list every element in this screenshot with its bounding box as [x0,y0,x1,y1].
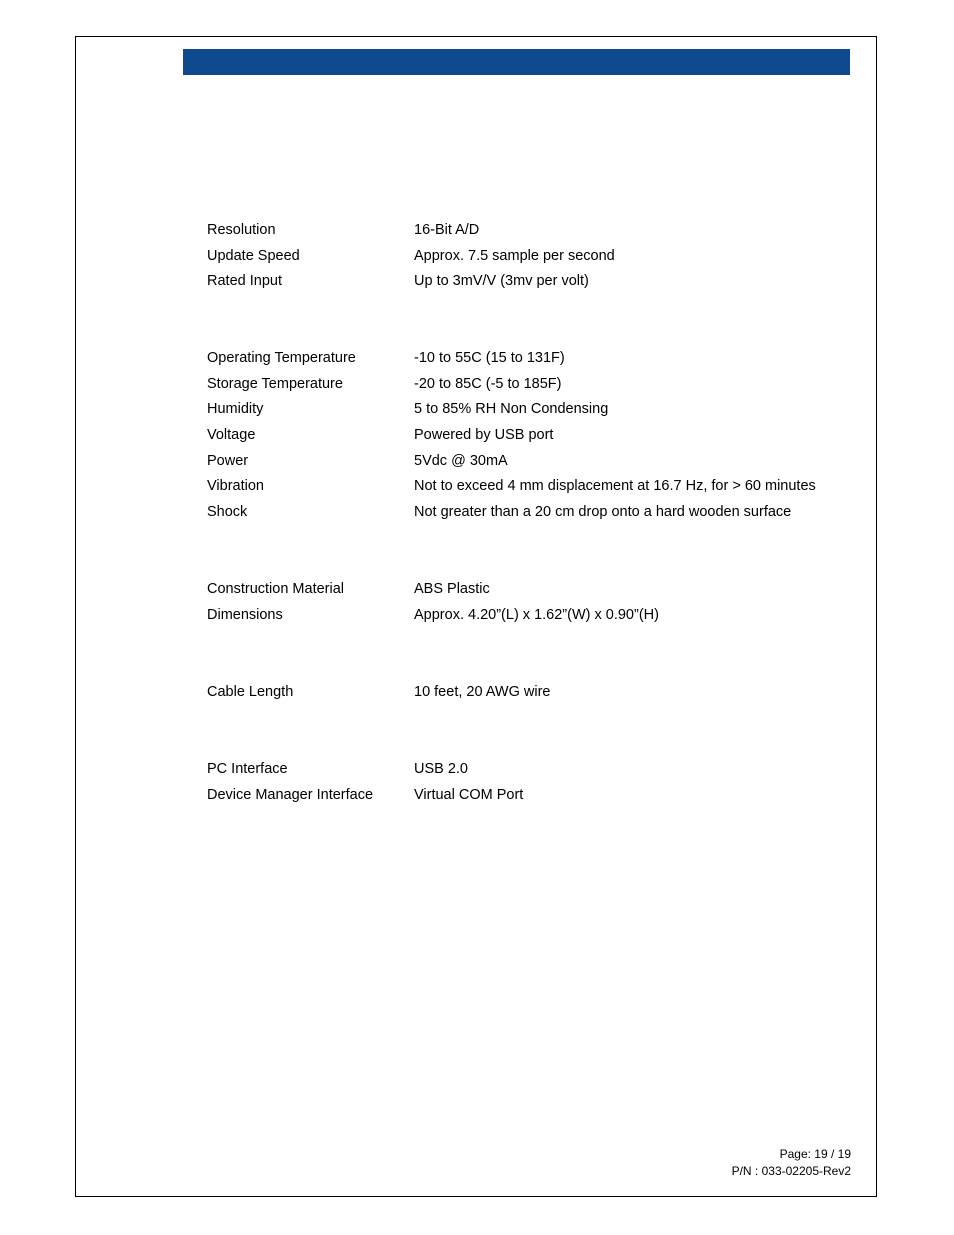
spec-label: Storage Temperature [207,375,343,392]
spec-value: Not greater than a 20 cm drop onto a hard wooden surface [414,503,792,520]
spec-value: -20 to 85C (-5 to 185F) [414,375,562,392]
page-number: Page: 19 / 19 [779,1147,851,1161]
spec-value: 10 feet, 20 AWG wire [414,683,551,700]
spec-group-physical [207,576,659,627]
spec-value: -10 to 55C (15 to 131F) [414,349,565,366]
spec-row-pc-interface [207,756,523,782]
spec-label: Shock [207,503,248,520]
spec-group-environment [207,345,816,525]
spec-value: Approx. 7.5 sample per second [414,247,615,264]
spec-label: Dimensions [207,606,283,623]
spec-label: Vibration [207,478,264,495]
spec-row-storage-temperature [207,371,816,397]
spec-value: Powered by USB port [414,426,554,443]
spec-value: 5 to 85% RH Non Condensing [414,401,609,418]
spec-row-update-speed [207,243,615,269]
spec-label: Operating Temperature [207,349,356,366]
spec-row-power [207,448,816,474]
spec-label: Rated Input [207,273,282,290]
spec-row-operating-temperature [207,345,816,371]
spec-label: Construction Material [207,580,344,597]
header-bar [183,49,850,75]
spec-value: Not to exceed 4 mm displacement at 16.7 Hz, for > 60 minutes [414,478,816,495]
spec-value: ABS Plastic [414,580,490,597]
spec-row-shock [207,499,816,525]
spec-row-construction-material [207,576,659,602]
spec-label: Resolution [207,221,276,238]
spec-label: Cable Length [207,683,294,700]
spec-value: Virtual COM Port [414,786,524,803]
spec-row-resolution [207,217,615,243]
spec-value: 16-Bit A/D [414,221,480,238]
spec-group-cable [207,679,550,705]
spec-label: Device Manager Interface [207,786,374,803]
spec-group-interface [207,756,523,807]
spec-row-cable-length [207,679,550,705]
page-footer [732,1146,851,1180]
spec-label: Humidity [207,401,264,418]
spec-row-dimensions [207,602,659,628]
spec-value: Up to 3mV/V (3mv per volt) [414,273,589,290]
spec-row-vibration [207,473,816,499]
spec-label: Voltage [207,426,256,443]
spec-row-rated-input [207,268,615,294]
spec-label: Power [207,452,249,469]
spec-value: 5Vdc @ 30mA [414,452,508,469]
spec-row-voltage [207,422,816,448]
spec-value: Approx. 4.20”(L) x 1.62”(W) x 0.90”(H) [414,606,659,623]
spec-label: PC Interface [207,760,288,777]
spec-label: Update Speed [207,247,300,264]
spec-row-humidity [207,396,816,422]
part-number: P/N : 033-02205-Rev2 [731,1164,851,1178]
spec-group-analog [207,217,615,294]
spec-row-device-manager-interface [207,782,523,808]
spec-value: USB 2.0 [414,760,468,777]
